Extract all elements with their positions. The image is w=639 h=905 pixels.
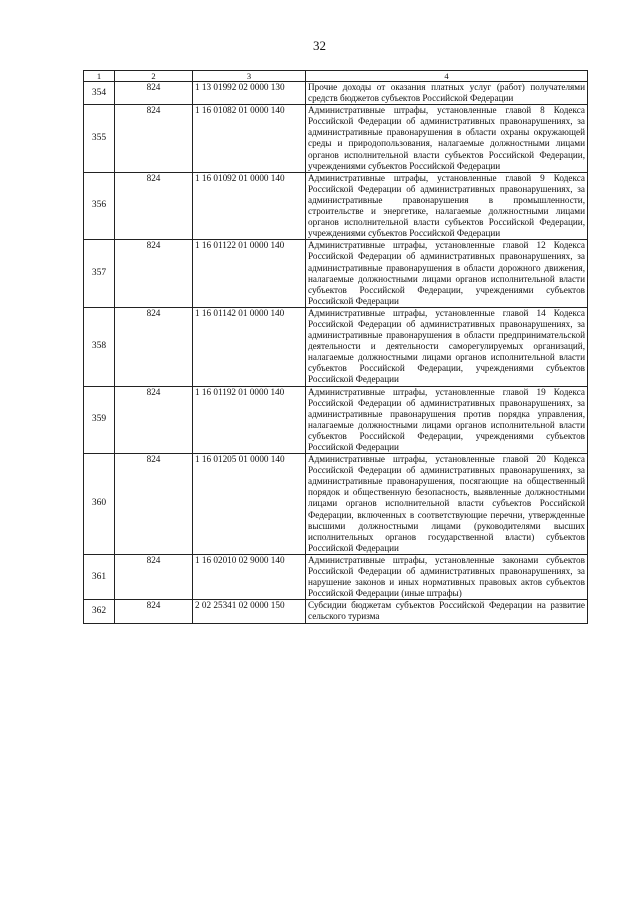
revenue-code-cell: 1 13 01992 02 0000 130 bbox=[193, 82, 306, 105]
admin-code-cell: 824 bbox=[115, 307, 193, 386]
admin-code-cell: 824 bbox=[115, 105, 193, 173]
revenue-name-cell: Административные штрафы, установленные главой 19 Кодекса Российской Федерации об административных правонарушениях, за административные правонарушения против порядка управления, налагаемые должностными лицами органов исполнительной власти субъектов Российской Федерации, учреждениями субъектов Российской Федерации bbox=[306, 386, 588, 454]
table-row bbox=[84, 105, 588, 173]
revenue-name-cell: Административные штрафы, установленные главой 8 Кодекса Российской Федерации об административных правонарушениях, за административные правонарушения в области охраны окружающей среды и природопользования, налагаемые должностными лицами органов исполнительной власти субъектов Российской Федерации, учреждениями субъектов Российской Федерации bbox=[306, 105, 588, 173]
admin-code-cell: 824 bbox=[115, 172, 193, 240]
revenue-name-cell: Административные штрафы, установленные главой 9 Кодекса Российской Федерации об административных правонарушениях, за административные правонарушения в промышленности, строительстве и энергетике, налагаемые должностными лицами органов исполнительной власти субъектов Российской Федерации, учреждениями субъектов Российской Федерации bbox=[306, 172, 588, 240]
table-row bbox=[84, 240, 588, 308]
table-row bbox=[84, 307, 588, 386]
table-row bbox=[84, 554, 588, 599]
admin-code-cell: 824 bbox=[115, 600, 193, 623]
column-header-3: 3 bbox=[193, 71, 306, 82]
revenue-name-cell: Прочие доходы от оказания платных услуг (работ) получателями средств бюджетов субъектов Российской Федерации bbox=[306, 82, 588, 105]
row-number-cell: 359 bbox=[84, 386, 115, 454]
admin-code-cell: 824 bbox=[115, 554, 193, 599]
admin-code-cell: 824 bbox=[115, 82, 193, 105]
row-number-cell: 360 bbox=[84, 454, 115, 555]
row-number-cell: 354 bbox=[84, 82, 115, 105]
revenue-name-cell: Административные штрафы, установленные главой 12 Кодекса Российской Федерации об административных правонарушениях, за административные правонарушения в области дорожного движения, налагаемые должностными лицами органов исполнительной власти субъектов Российской Федерации, учреждениями субъектов Российской Федерации bbox=[306, 240, 588, 308]
table-row bbox=[84, 172, 588, 240]
revenue-code-cell: 1 16 02010 02 9000 140 bbox=[193, 554, 306, 599]
table-row bbox=[84, 386, 588, 454]
row-number-cell: 356 bbox=[84, 172, 115, 240]
table-row bbox=[84, 600, 588, 623]
revenue-code-cell: 1 16 01092 01 0000 140 bbox=[193, 172, 306, 240]
revenue-name-cell: Административные штрафы, установленные главой 20 Кодекса Российской Федерации об административных правонарушениях, за административные правонарушения, посягающие на общественный порядок и общественную безопасность, выявленные должностными лицами органов исполнительной власти субъектов Российской Федерации, включенных в соответствующие перечни, утвержденные высшими должностными лицами (руководителями высших исполнительных органов государственной власти) субъектов Российской Федерации bbox=[306, 454, 588, 555]
row-number-cell: 358 bbox=[84, 307, 115, 386]
row-number-cell: 357 bbox=[84, 240, 115, 308]
page-number: 32 bbox=[313, 38, 326, 53]
admin-code-cell: 824 bbox=[115, 454, 193, 555]
table-row bbox=[84, 82, 588, 105]
revenue-code-cell: 2 02 25341 02 0000 150 bbox=[193, 600, 306, 623]
admin-code-cell: 824 bbox=[115, 240, 193, 308]
revenue-code-cell: 1 16 01142 01 0000 140 bbox=[193, 307, 306, 386]
admin-code-cell: 824 bbox=[115, 386, 193, 454]
row-number-cell: 361 bbox=[84, 554, 115, 599]
revenue-code-cell: 1 16 01122 01 0000 140 bbox=[193, 240, 306, 308]
revenue-code-cell: 1 16 01205 01 0000 140 bbox=[193, 454, 306, 555]
revenue-code-cell: 1 16 01082 01 0000 140 bbox=[193, 105, 306, 173]
revenue-name-cell: Субсидии бюджетам субъектов Российской Федерации на развитие сельского туризма bbox=[306, 600, 588, 623]
revenue-name-cell: Административные штрафы, установленные законами субъектов Российской Федерации об административных правонарушениях, за нарушение законов и иных нормативных правовых актов субъектов Российской Федерации (иные штрафы) bbox=[306, 554, 588, 599]
table-body bbox=[84, 71, 588, 624]
column-header-2: 2 bbox=[115, 71, 193, 82]
column-header-4: 4 bbox=[306, 71, 588, 82]
revenue-name-cell: Административные штрафы, установленные главой 14 Кодекса Российской Федерации об административных правонарушениях, за административные правонарушения в области предпринимательской деятельности и деятельности саморегулируемых организаций, налагаемые должностными лицами органов исполнительной власти субъектов Российской Федерации, учреждениями субъектов Российской Федерации bbox=[306, 307, 588, 386]
revenue-code-cell: 1 16 01192 01 0000 140 bbox=[193, 386, 306, 454]
revenue-codes-table bbox=[83, 70, 588, 624]
row-number-cell: 362 bbox=[84, 600, 115, 623]
column-header-1: 1 bbox=[84, 71, 115, 82]
header-row bbox=[84, 71, 588, 82]
row-number-cell: 355 bbox=[84, 105, 115, 173]
table-row bbox=[84, 454, 588, 555]
